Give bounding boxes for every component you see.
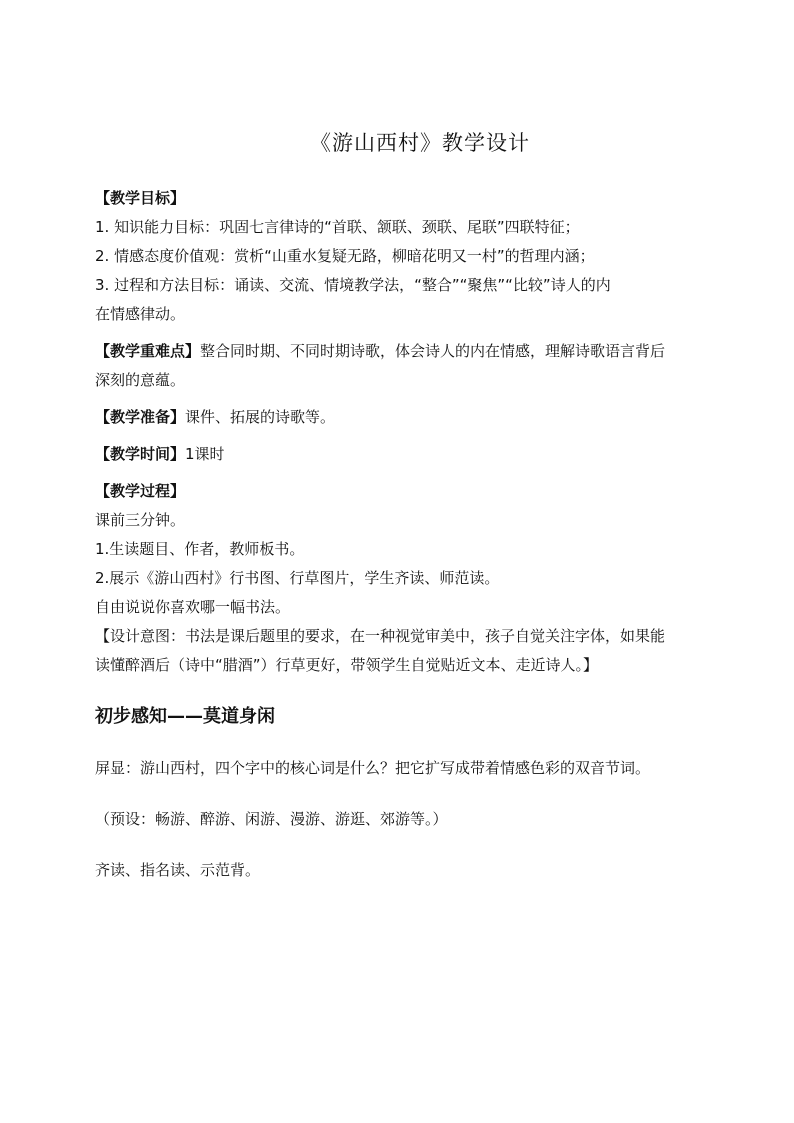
prep-paragraph [95, 403, 705, 432]
time-text: 1课时 [185, 445, 225, 463]
reading-activity-text: 齐读、指名读、示范背。 [95, 861, 261, 879]
objective-item-3: 3. 过程和方法目标：诵读、交流、情境教学法，“整合”“聚焦”“比较”诗人的内 [95, 276, 611, 294]
time-paragraph [95, 440, 705, 469]
process-line-2: 1.生读题目、作者，教师板书。 [95, 540, 305, 558]
objective-item-1: 1. 知识能力目标：巩固七言律诗的“首联、颔联、颈联、尾联”四联特征； [95, 218, 580, 236]
process-line-4: 自由说说你喜欢哪一幅书法。 [95, 598, 291, 616]
key-points-paragraph [95, 337, 705, 366]
prep-label: 【教学准备】 [95, 408, 186, 426]
key-points-text: 整合同时期、不同时期诗歌，体会诗人的内在情感，理解诗歌语言背后 [200, 342, 666, 360]
design-intent-line-1: 【设计意图：书法是课后题里的要求，在一种视觉审美中，孩子自觉关注字体，如果能 [95, 627, 666, 645]
objectives-heading: 【教学目标】 [95, 189, 186, 207]
process-line-3: 2.展示《游山西村》行书图、行草图片，学生齐读、师范读。 [95, 569, 500, 587]
design-intent-line-2: 读懂醉酒后（诗中“腊酒”）行草更好，带领学生自觉贴近文本、走近诗人。】 [95, 656, 599, 674]
section-heading: 初步感知——莫道身闲 [95, 706, 275, 727]
process-heading: 【教学过程】 [95, 482, 186, 500]
document-content [95, 128, 705, 885]
time-label: 【教学时间】 [95, 445, 186, 463]
prep-text: 课件、拓展的诗歌等。 [185, 408, 336, 426]
key-points-continued: 深刻的意蕴。 [95, 371, 186, 389]
objective-item-3-continued: 在情感律动。 [95, 305, 186, 323]
preset-answers-text: （预设：畅游、醉游、闲游、漫游、游逛、郊游等。） [95, 810, 448, 828]
objective-item-2: 2. 情感态度价值观：赏析“山重水复疑无路，柳暗花明又一村”的哲理内涵； [95, 247, 595, 265]
key-points-label: 【教学重难点】 [95, 342, 201, 360]
process-line-1: 课前三分钟。 [95, 511, 186, 529]
screen-display-text: 屏显：游山西村，四个字中的核心词是什么？把它扩写成带着情感色彩的双音节词。 [95, 759, 651, 777]
document-title: 《游山西村》教学设计 [310, 131, 530, 155]
